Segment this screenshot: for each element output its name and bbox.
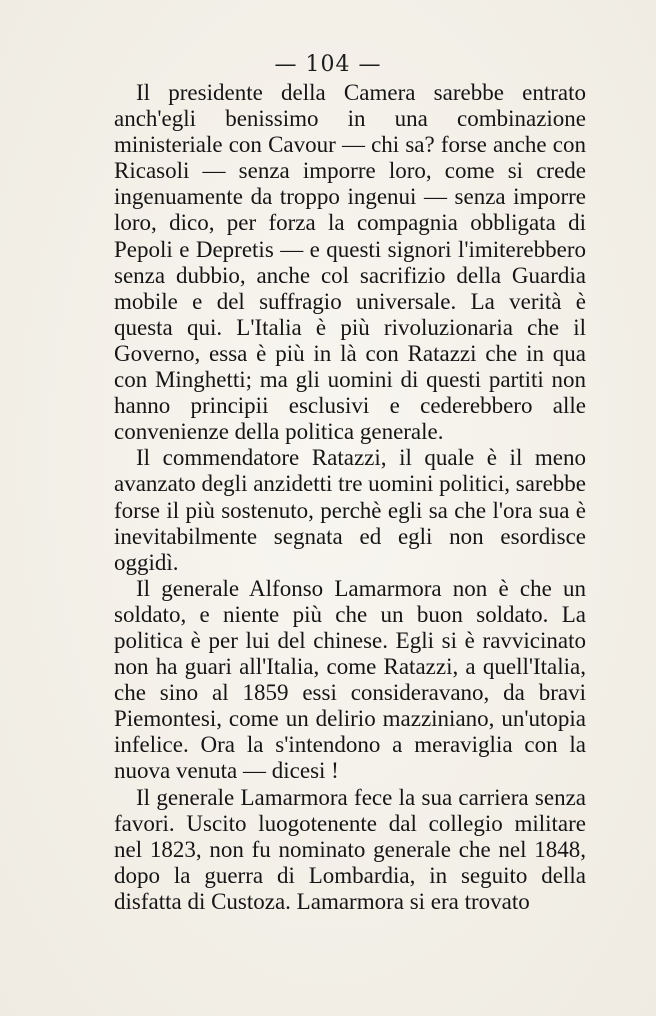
paragraph-2: Il commendatore Ratazzi, il quale è il meno avanzato degli anzidetti tre uomini politici, sarebbe forse il più sostenuto, perchè egli sa che l'ora sua è inevitabilmente segnata ed egli non esordisce oggidì. — [114, 445, 586, 575]
paragraph-4: Il generale Lamarmora fece la sua carriera senza favori. Uscito luogotenente dal collegio militare nel 1823, non fu nominato generale che nel 1848, dopo la guerra di Lombardia, in seguito della disfatta di Custoza. Lamarmora si era trovato — [114, 784, 586, 914]
body-text — [114, 80, 586, 915]
paragraph-3: Il generale Alfonso Lamarmora non è che un soldato, e niente più che un buon soldato. La politica è per lui del chinese. Egli si è ravvicinato non ha guari all'Italia, come Ratazzi, a quell'Italia, che sino al 1859 essi consideravano, da bravi Piemontesi, come un delirio mazziniano, un'utopia infelice. Ora la s'intendono a meraviglia con la nuova venuta — dicesi ! — [114, 575, 586, 784]
page-number: — 104 — — [274, 52, 382, 77]
paragraph-1: Il presidente della Camera sarebbe entrato anch'egli benissimo in una combinazione ministeriale con Cavour — chi sa? forse anche con Ricasoli — senza imporre loro, come si crede ingenuamente da troppo ingenui — senza imporre loro, dico, per forza la compagnia obbligata di Pepoli e Depretis — e questi signori l'imiterebbero senza dubbio, anche col sacrifizio della Guardia mobile e del suffragio universale. La verità è questa qui. L'Italia è più rivoluzionaria che il Governo, essa è più in là con Ratazzi che in qua con Minghetti; ma gli uomini di questi partiti non hanno principii esclusivi e cederebbero alle convenienze della politica generale. — [114, 80, 586, 445]
